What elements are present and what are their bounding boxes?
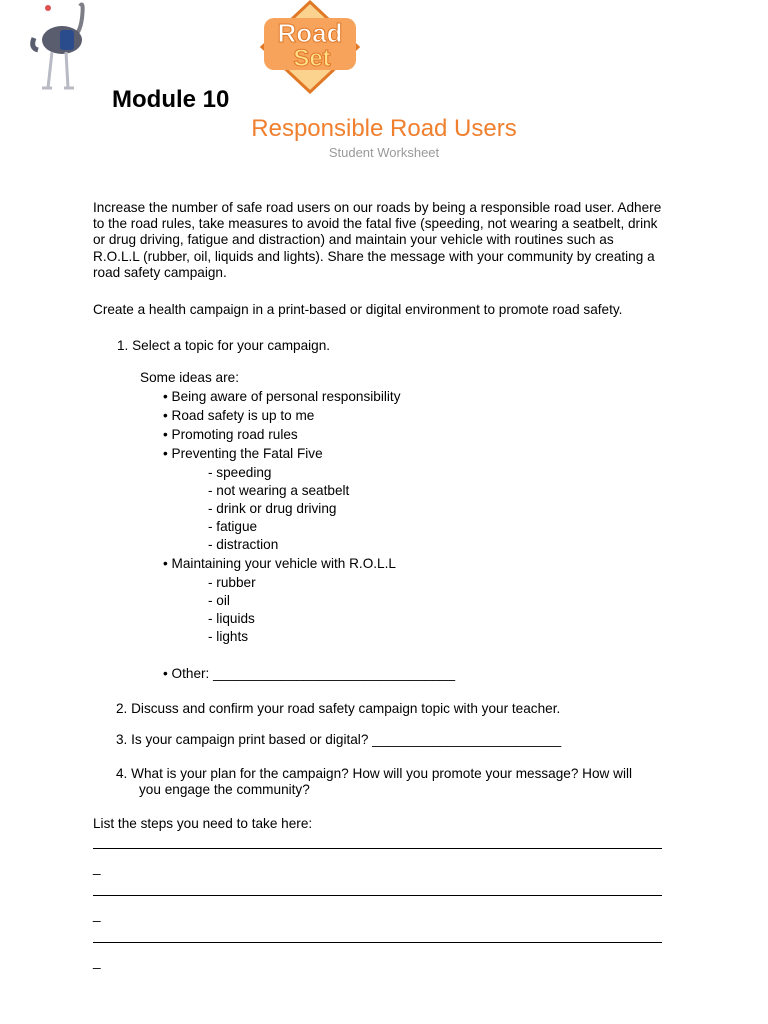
answer-line-tail: _ (93, 907, 101, 922)
step-3-print-or-digital-field[interactable]: 3. Is your campaign print based or digital? _________________________ (116, 732, 562, 747)
roll-item: - liquids (208, 611, 255, 626)
roll-item: - rubber (208, 575, 256, 590)
other-topic-field[interactable]: • Other: ________________________________ (163, 666, 456, 681)
answer-line-tail: _ (93, 954, 101, 969)
steps-label: List the steps you need to take here: (93, 816, 313, 831)
roll-item: - oil (208, 593, 230, 608)
answer-line-tail: _ (93, 860, 101, 875)
logo-text-road: Road (277, 18, 343, 48)
roll-label: • Maintaining your vehicle with R.O.L.L (163, 556, 396, 571)
worksheet-title: Responsible Road Users (251, 115, 517, 142)
roll-item: - lights (208, 629, 249, 644)
worksheet-subtitle: Student Worksheet (328, 145, 440, 160)
fatal-five-item: - distraction (208, 537, 279, 552)
module-heading: Module 10 (112, 86, 230, 113)
task-statement: Create a health campaign in a print-based or digital environment to promote road safety. (93, 302, 623, 317)
intro-paragraph: Increase the number of safe road users on our roads by being a responsible road user. Adhere to the road rules, take measures to avoid the fatal five (speeding, not wearing a seatbelt, drink or drug driving, fatigue and distraction) and maintain your vehicle with routines such as R.O.L.L (rubber, oil, liquids and lights). Share the message with your community by creating a road safety campaign. (93, 200, 662, 280)
ideas-label: Some ideas are: (140, 370, 239, 385)
answer-line[interactable] (93, 895, 662, 896)
fatal-five-item: - not wearing a seatbelt (208, 483, 350, 498)
answer-line[interactable] (93, 848, 662, 849)
step-4-continued: you engage the community? (139, 782, 310, 797)
idea-item: • Road safety is up to me (163, 408, 315, 423)
logo-text-set: Set (293, 45, 331, 72)
mascot-illustration (22, 0, 92, 95)
idea-item: • Promoting road rules (163, 427, 298, 442)
answer-line[interactable] (93, 942, 662, 943)
fatal-five-item: - fatigue (208, 519, 258, 534)
idea-item: • Being aware of personal responsibility (163, 389, 401, 404)
idea-item: • Preventing the Fatal Five (163, 446, 323, 461)
step-1: 1. Select a topic for your campaign. (117, 338, 331, 353)
step-4: 4. What is your plan for the campaign? How will you promote your message? How will (116, 766, 633, 781)
fatal-five-item: - drink or drug driving (208, 501, 337, 516)
roadset-logo (258, 0, 362, 94)
step-2: 2. Discuss and confirm your road safety campaign topic with your teacher. (116, 701, 561, 716)
fatal-five-item: - speeding (208, 465, 272, 480)
